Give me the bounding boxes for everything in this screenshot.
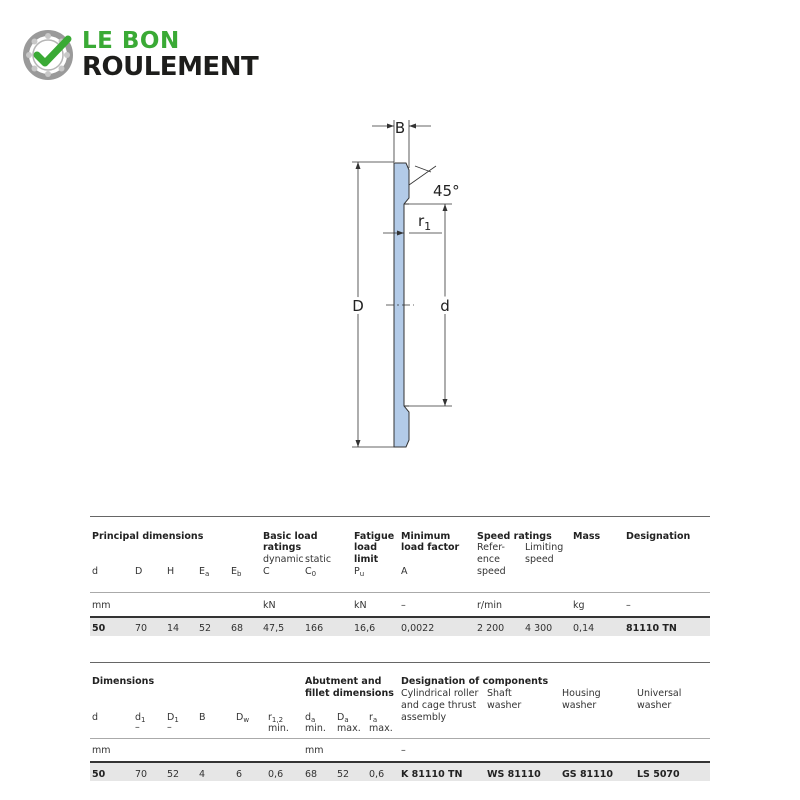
cell-mass: 0,14 xyxy=(573,623,595,634)
brand-line-2: ROULEMENT xyxy=(82,52,259,82)
header-shaft-2: washer xyxy=(487,700,522,711)
sym-d: d xyxy=(92,566,99,577)
sym-Ea: $E_a$ xyxy=(199,566,210,578)
cell2-r12: 0,6 xyxy=(268,769,284,780)
brand-line-1: LE BON xyxy=(82,28,180,54)
sym2-Da: $D_a$ xyxy=(337,712,349,724)
header-basic-load-1: Basic load xyxy=(263,531,318,542)
sym2-Dw: $D_w$ xyxy=(236,712,250,724)
unit-kN-1: kN xyxy=(263,600,276,611)
data-row-band xyxy=(90,618,710,636)
header-min-load-1: Minimum xyxy=(401,531,451,542)
header-cyl-3: assembly xyxy=(401,712,447,723)
chamfer-angle-label: 45° xyxy=(433,182,460,200)
unit-kN-2: kN xyxy=(354,600,367,611)
sym2-ra-max: max. xyxy=(369,723,393,734)
data-row-band-2 xyxy=(90,763,710,781)
header-cyl-1: Cylindrical roller xyxy=(401,688,479,699)
sym-D: D xyxy=(135,566,143,577)
header-dynamic: dynamic xyxy=(263,554,304,565)
header-cyl-2: and cage thrust xyxy=(401,700,477,711)
cell2-Da: 52 xyxy=(337,769,350,780)
cell2-Dw: 6 xyxy=(236,769,243,780)
cell-D: 70 xyxy=(135,623,148,634)
table-top-rule xyxy=(90,516,710,517)
cell-C: 47,5 xyxy=(263,623,285,634)
sym2-B: B xyxy=(199,712,206,723)
sym-A: A xyxy=(401,566,408,577)
header-shaft-1: Shaft xyxy=(487,688,512,699)
header-fatigue-1: Fatigue xyxy=(354,531,395,542)
cell-Ea: 52 xyxy=(199,623,212,634)
sym-Pu: $P_u$ xyxy=(354,566,365,578)
cell2-B: 4 xyxy=(199,769,206,780)
header-static: static xyxy=(305,554,332,565)
sym-C: C xyxy=(263,566,270,577)
cell2-D1: 52 xyxy=(167,769,180,780)
sym2-Da-max: max. xyxy=(337,723,361,734)
header-ref-2: ence xyxy=(477,554,500,565)
unit2-mm-2: mm xyxy=(305,745,324,756)
sym-Eb: $E_b$ xyxy=(231,566,242,578)
unit-rmin: r/min xyxy=(477,600,503,611)
header-dimensions: Dimensions xyxy=(92,676,155,687)
cell2-da: 68 xyxy=(305,769,318,780)
cell2-ra: 0,6 xyxy=(369,769,385,780)
header-lim-2: speed xyxy=(525,554,554,565)
component-data-table xyxy=(90,662,710,784)
header-mass: Mass xyxy=(573,531,601,542)
table-mid-rule xyxy=(90,592,710,593)
cell-H: 14 xyxy=(167,623,180,634)
cell-Eb: 68 xyxy=(231,623,244,634)
cell-A: 0,0022 xyxy=(401,623,435,634)
sym2-d: d xyxy=(92,712,99,723)
cell-Pu: 16,6 xyxy=(354,623,376,634)
sym-H: H xyxy=(167,566,175,577)
table2-top-rule xyxy=(90,662,710,663)
cell-designation: 81110 TN xyxy=(626,623,677,634)
cell-d: 50 xyxy=(92,623,106,634)
cell-C0: 166 xyxy=(305,623,324,634)
bearing-data-table xyxy=(90,516,710,636)
header-principal-dimensions: Principal dimensions xyxy=(92,531,204,542)
cell2-shaft-washer: WS 81110 xyxy=(487,769,541,780)
sym2-d1-dash: – xyxy=(135,722,140,733)
header-designation-components: Designation of components xyxy=(401,676,549,687)
header-housing-2: washer xyxy=(562,700,597,711)
cell2-cyl-assembly: K 81110 TN xyxy=(401,769,463,780)
header-lim-1: Limiting xyxy=(525,542,564,553)
dim-B-label: B xyxy=(394,119,406,137)
cell2-d: 50 xyxy=(92,769,106,780)
sym2-D1: $D_1$ xyxy=(167,712,179,724)
cell2-d1: 70 xyxy=(135,769,148,780)
brand-logo xyxy=(22,26,312,86)
header-abutment-1: Abutment and xyxy=(305,676,382,687)
table2-mid-rule xyxy=(90,738,710,739)
unit-dash-2: – xyxy=(626,600,631,611)
header-ref-1: Refer- xyxy=(477,542,505,553)
header-housing-1: Housing xyxy=(562,688,601,699)
unit2-dash: – xyxy=(401,745,406,756)
header-fatigue-3: limit xyxy=(354,554,379,565)
unit-mm: mm xyxy=(92,600,111,611)
header-abutment-2: fillet dimensions xyxy=(305,688,394,699)
cell-ref-speed: 2 200 xyxy=(477,623,505,634)
sym2-r12-min: min. xyxy=(268,723,289,734)
radius-label: $r_1$ xyxy=(418,212,432,233)
sym2-r12: $r_{1,2}$ xyxy=(268,712,284,724)
washer-cross-section-drawing xyxy=(340,110,480,460)
cell2-housing-washer: GS 81110 xyxy=(562,769,613,780)
dim-D-label: D xyxy=(352,297,364,315)
header-basic-load-2: ratings xyxy=(263,542,302,553)
cell2-universal-washer: LS 5070 xyxy=(637,769,680,780)
header-ref-3: speed xyxy=(477,566,506,577)
header-min-load-2: load factor xyxy=(401,542,460,553)
header-fatigue-2: load xyxy=(354,542,377,553)
sym2-ra: $r_a$ xyxy=(369,712,378,724)
unit2-mm-1: mm xyxy=(92,745,111,756)
sym2-d1: $d_1$ xyxy=(135,712,146,724)
sym2-D1-dash: – xyxy=(167,722,172,733)
header-universal-1: Universal xyxy=(637,688,682,699)
dim-d-label: d xyxy=(440,297,450,315)
sym2-da-min: min. xyxy=(305,723,326,734)
unit-dash-1: – xyxy=(401,600,406,611)
unit-kg: kg xyxy=(573,600,585,611)
header-designation: Designation xyxy=(626,531,691,542)
bearing-check-icon xyxy=(22,28,76,82)
header-speed-ratings: Speed ratings xyxy=(477,531,552,542)
header-universal-2: washer xyxy=(637,700,672,711)
sym-C0: $C_0$ xyxy=(305,566,317,578)
cell-lim-speed: 4 300 xyxy=(525,623,553,634)
sym2-da: $d_a$ xyxy=(305,712,316,724)
